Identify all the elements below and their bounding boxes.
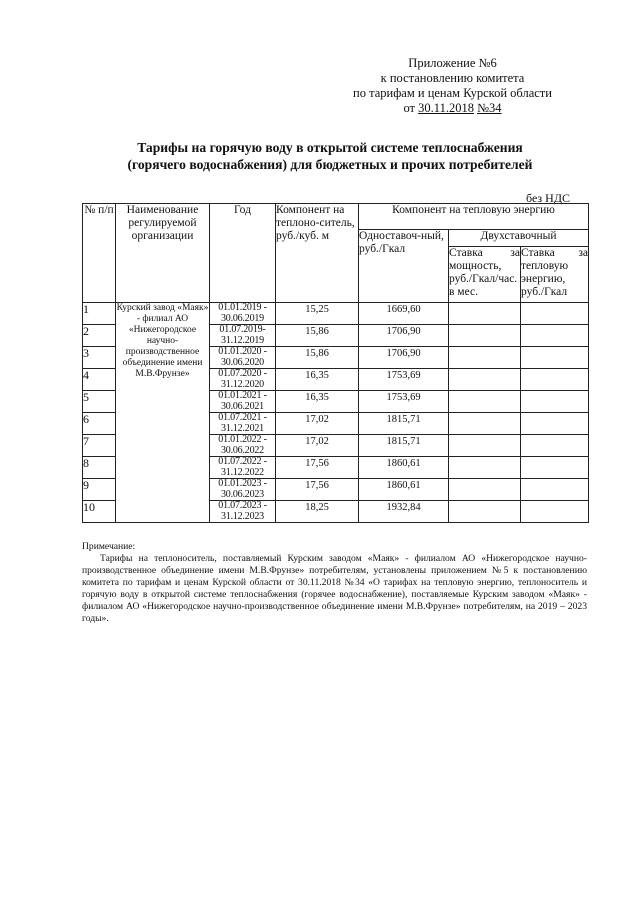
period-cell: [210, 303, 276, 325]
capacity-rate-value: [449, 391, 521, 413]
period-end: 31.12.2019: [220, 334, 264, 346]
period-cell: [210, 347, 276, 369]
header-energy: Компонент на тепловую энергию: [359, 204, 589, 230]
capacity-rate-value: [449, 457, 521, 479]
capacity-rate-value: [449, 369, 521, 391]
energy-rate-value: [521, 325, 589, 347]
row-number: 3: [83, 347, 116, 369]
row-number: 2: [83, 325, 116, 347]
note-text: Тарифы на теплоноситель, поставляемый Курским заводом «Маяк» - филиалом АО «Нижегородское научно-производственное объединение имени М.В.Фрунзе» потребителям, установлены приложением №5 к постановлению комитета по тарифам и ценам Курской области от 30.11.2018 №34 «О тарифах на тепловую энергию, теплоноситель и горячую воду в открытой системе теплоснабжения (горячее водоснабжение), поставляемые Курским заводом «Маяк» - филиалом АО «Нижегородское научно-производственное объединение имени М.В.Фрунзе» потребителям, на 2019 – 2023 годы».: [82, 553, 587, 624]
appendix-date-line: [340, 101, 565, 116]
period-start: 01.01.2022 -: [218, 434, 267, 445]
period-start: 01.01.2020 -: [218, 346, 267, 357]
capacity-rate-value: [449, 435, 521, 457]
row-number: 8: [83, 457, 116, 479]
appendix-date-prefix: от: [403, 101, 416, 115]
carrier-value: 17,02: [276, 435, 359, 457]
single-rate-value: 1932,84: [359, 501, 449, 523]
single-rate-value: 1815,71: [359, 413, 449, 435]
appendix-number: №34: [477, 101, 502, 115]
energy-rate-value: [521, 391, 589, 413]
note-block: [82, 541, 587, 625]
period-cell: [210, 457, 276, 479]
row-number: 4: [83, 369, 116, 391]
capacity-rate-value: [449, 347, 521, 369]
period-end: 31.12.2021: [220, 422, 264, 434]
energy-rate-value: [521, 435, 589, 457]
tariff-table-body: [83, 303, 589, 523]
carrier-value: 17,56: [276, 457, 359, 479]
period-cell: [210, 479, 276, 501]
energy-rate-value: [521, 457, 589, 479]
document-title: [95, 139, 565, 173]
row-number: 7: [83, 435, 116, 457]
single-rate-value: 1860,61: [359, 479, 449, 501]
energy-rate-value: [521, 347, 589, 369]
carrier-value: 15,86: [276, 325, 359, 347]
table-row: [83, 303, 589, 325]
period-start: 01.01.2023 -: [218, 478, 267, 489]
capacity-rate-value: [449, 479, 521, 501]
row-number: 5: [83, 391, 116, 413]
period-start: 01.07.2021 -: [218, 412, 267, 423]
single-rate-value: 1753,69: [359, 391, 449, 413]
note-label: Примечание:: [82, 541, 136, 552]
header-carrier: Компонент на теплоно-ситель, руб./куб. м: [276, 204, 359, 303]
row-number: 1: [83, 303, 116, 325]
capacity-rate-value: [449, 303, 521, 325]
energy-rate-value: [521, 413, 589, 435]
header-capacity-rate: Ставка за мощность, руб./Гкал/час. в мес.: [449, 247, 521, 303]
single-rate-value: 1706,90: [359, 325, 449, 347]
period-end: 30.06.2023: [220, 488, 264, 500]
vat-note: без НДС: [526, 191, 571, 205]
period-start: 01.01.2021 -: [218, 390, 267, 401]
capacity-rate-value: [449, 325, 521, 347]
header-num: № п/п: [83, 204, 116, 303]
single-rate-value: 1753,69: [359, 369, 449, 391]
energy-rate-value: [521, 501, 589, 523]
energy-rate-value: [521, 369, 589, 391]
period-end: 31.12.2020: [220, 378, 264, 390]
period-start: 01.01.2019 -: [218, 302, 267, 313]
period-end: 30.06.2020: [220, 356, 264, 368]
period-cell: [210, 435, 276, 457]
single-rate-value: 1860,61: [359, 457, 449, 479]
capacity-rate-value: [449, 413, 521, 435]
period-cell: [210, 369, 276, 391]
period-end: 31.12.2022: [220, 466, 264, 478]
single-rate-value: 1815,71: [359, 435, 449, 457]
capacity-rate-value: [449, 501, 521, 523]
carrier-value: 15,86: [276, 347, 359, 369]
period-end: 31.12.2023: [220, 510, 264, 522]
period-start: 01.07.2023 -: [218, 500, 267, 511]
header-year: Год: [210, 204, 276, 303]
header-two-part: Двухставочный: [449, 230, 589, 247]
single-rate-value: 1706,90: [359, 347, 449, 369]
single-rate-value: 1669,60: [359, 303, 449, 325]
period-cell: [210, 391, 276, 413]
title-line-1: Тарифы на горячую воду в открытой системе теплоснабжения: [137, 140, 523, 155]
period-start: 01.07.2022 -: [218, 456, 267, 467]
period-end: 30.06.2019: [220, 312, 264, 324]
period-cell: [210, 501, 276, 523]
row-number: 9: [83, 479, 116, 501]
appendix-date: 30.11.2018: [418, 101, 474, 115]
row-number: 10: [83, 501, 116, 523]
energy-rate-value: [521, 303, 589, 325]
title-line-2: (горячего водоснабжения) для бюджетных и прочих потребителей: [127, 157, 533, 172]
carrier-value: 15,25: [276, 303, 359, 325]
period-start: 01.07.2020 -: [218, 368, 267, 379]
tariff-table: [82, 203, 589, 523]
row-number: 6: [83, 413, 116, 435]
carrier-value: 17,56: [276, 479, 359, 501]
period-start: 01.07.2019-: [219, 324, 266, 335]
appendix-line-1: Приложение №6: [408, 56, 497, 70]
header-single: Одноставоч-ный, руб./Гкал: [359, 230, 449, 303]
header-org: Наименование регулируемой организации: [116, 204, 210, 303]
period-cell: [210, 325, 276, 347]
appendix-line-3: по тарифам и ценам Курской области: [353, 86, 552, 100]
header-energy-rate: Ставка за тепловую энергию, руб./Гкал: [521, 247, 589, 303]
period-cell: [210, 413, 276, 435]
appendix-line-2: к постановлению комитета: [380, 71, 525, 85]
carrier-value: 16,35: [276, 391, 359, 413]
energy-rate-value: [521, 479, 589, 501]
carrier-value: 17,02: [276, 413, 359, 435]
period-end: 30.06.2021: [220, 400, 264, 412]
carrier-value: 16,35: [276, 369, 359, 391]
period-end: 30.06.2022: [220, 444, 264, 456]
carrier-value: 18,25: [276, 501, 359, 523]
appendix-block: [340, 56, 565, 116]
organization-name: Курский завод «Маяк» - филиал АО «Нижегородское научно-производственное объединение имени М.В.Фрунзе»: [116, 303, 210, 523]
